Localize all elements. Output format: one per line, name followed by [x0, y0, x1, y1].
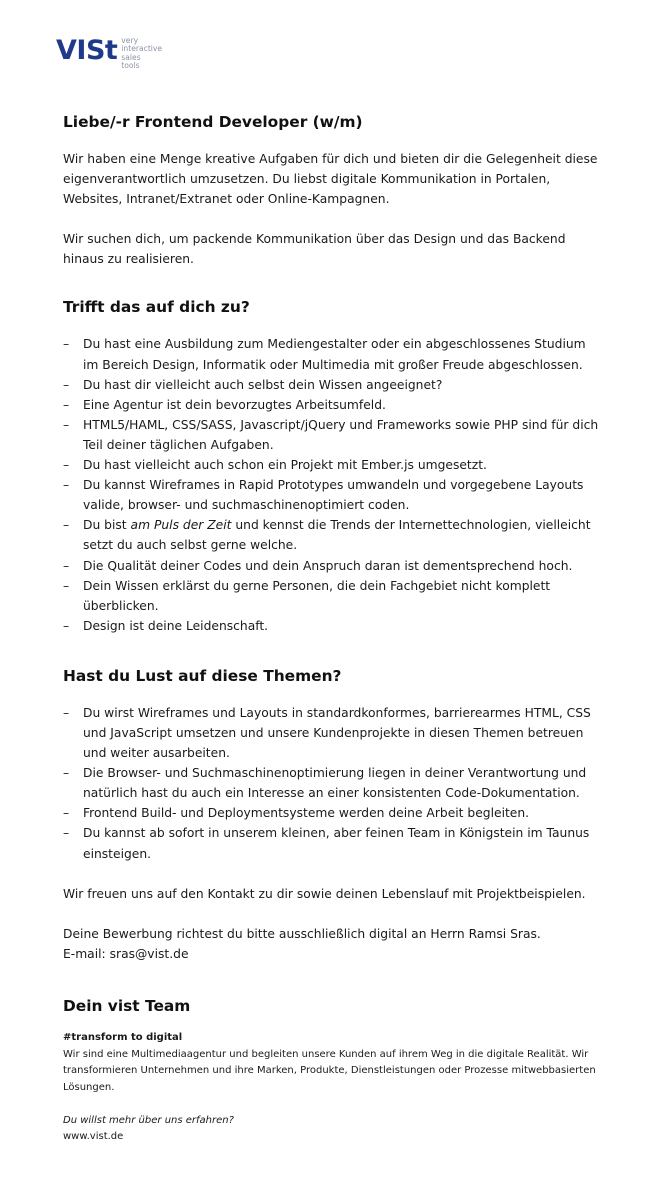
- list-item: – Du hast vielleicht auch schon ein Projekt mit Ember.js umgesetzt.: [63, 455, 603, 475]
- list-item-text: Du bist: [83, 518, 131, 533]
- topics-list: [63, 703, 603, 864]
- logo-tagline-line: interactive: [121, 44, 163, 54]
- profile-heading: Trifft das auf dich zu?: [63, 298, 250, 317]
- topics-heading: Hast du Lust auf diese Themen?: [63, 666, 342, 685]
- hashtag-line: #transform to digital: [63, 1031, 183, 1043]
- logo-wordmark: VISt: [56, 35, 118, 66]
- list-item: – Du hast dir vielleicht auch selbst dein Wissen angeeignet?: [63, 375, 603, 395]
- list-item: – Design ist deine Leidenschaft.: [63, 616, 603, 636]
- about-text: Wir sind eine Multimediaagentur und begleiten unsere Kunden auf ihrem Weg in die digitale Realität. Wir transformieren Unternehmen und ihre Marken, Produkte, Dienstleistungen oder Prozesse mitwebbasierten Lösungen.: [63, 1048, 596, 1094]
- logo-tagline-line: tools: [121, 60, 140, 70]
- application-line: Deine Bewerbung richtest du bitte ausschließlich digital an Herrn Ramsi Sras.: [63, 926, 541, 941]
- list-item: – HTML5/HAML, CSS/SASS, Javascript/jQuery und Frameworks sowie PHP sind für dich Teil deiner täglichen Aufgaben.: [63, 415, 603, 455]
- logo-tagline-line: very: [121, 36, 139, 45]
- list-item: [63, 515, 603, 555]
- list-item: – Du kannst ab sofort in unserem kleinen, aber feinen Team in Königstein im Taunus einsteigen.: [63, 823, 603, 863]
- list-item: – Frontend Build- und Deploymentsysteme werden deine Arbeit begleiten.: [63, 803, 603, 823]
- list-item-text: und kennst die Trends der Internettechnologien, vielleicht setzt du auch selbst gerne welche.: [83, 518, 591, 553]
- team-heading: Dein vist Team: [63, 996, 191, 1015]
- list-item: – Du hast eine Ausbildung zum Mediengestalter oder ein abgeschlossenes Studium im Bereich Design, Informatik oder Multimedia mit großer Freude abgeschlossen.: [63, 334, 603, 374]
- posting-content: [63, 112, 603, 1146]
- list-item: – Die Qualität deiner Codes und dein Anspruch daran ist dementsprechend hoch.: [63, 556, 603, 576]
- list-item: – Dein Wissen erklärst du gerne Personen, die dein Fachgebiet nicht komplett überblicken.: [63, 576, 603, 616]
- vist-logo: [56, 36, 162, 70]
- intro-paragraph: Wir suchen dich, um packende Kommunikation über das Design und das Backend hinaus zu realisieren.: [63, 232, 566, 267]
- intro-paragraph: Wir haben eine Menge kreative Aufgaben für dich und bieten dir die Gelegenheit diese eigenverantwortlich umzusetzen. Du liebst digitale Kommunikation in Portalen, Websites, Intranet/Extranet oder Online-Kampagnen.: [63, 152, 598, 207]
- email-link[interactable]: sras@vist.de: [109, 946, 189, 961]
- emphasis-text: am Puls der Zeit: [130, 518, 232, 533]
- more-info-text: Du willst mehr über uns erfahren?: [63, 1114, 234, 1126]
- list-item: – Du kannst Wireframes in Rapid Prototypes umwandeln und vorgegebene Layouts valide, browser- und suchmaschinenoptimiert coden.: [63, 475, 603, 515]
- list-item: – Eine Agentur ist dein bevorzugtes Arbeitsumfeld.: [63, 395, 603, 415]
- list-item: – Die Browser- und Suchmaschinenoptimierung liegen in deiner Verantwortung und natürlich hast du auch ein Interesse an einer konsistenten Code-Dokumentation.: [63, 763, 603, 803]
- email-label: E-mail:: [63, 946, 110, 961]
- application-paragraph: [63, 924, 603, 964]
- logo-tagline: [121, 37, 162, 70]
- more-info-line: [63, 1113, 603, 1130]
- list-item: – Du wirst Wireframes und Layouts in standardkonformes, barrierearmes HTML, CSS und JavaScript umsetzen und unsere Kundenprojekte in diesen Themen betreuen und weiter ausarbeiten.: [63, 703, 603, 763]
- website-link[interactable]: www.vist.de: [63, 1131, 124, 1143]
- logo-tagline-line: sales: [121, 52, 141, 62]
- closing-paragraph: Wir freuen uns auf den Kontakt zu dir sowie deinen Lebenslauf mit Projektbeispielen.: [63, 886, 586, 901]
- job-title: Liebe/-r Frontend Developer (w/m): [63, 113, 363, 131]
- profile-list: [63, 334, 603, 635]
